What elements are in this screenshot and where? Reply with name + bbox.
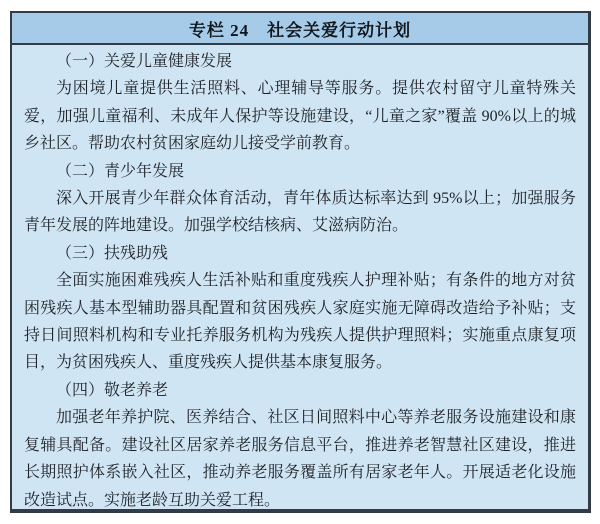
section-heading: （四）敬老养老 [56, 381, 169, 399]
section-disability-assistance [24, 240, 576, 377]
section-elderly-care [24, 377, 576, 514]
section-body-text: 全面实施困难残疾人生活补贴和重度残疾人护理补贴；有条件的地方对贫困残疾人基本型辅助器具配置和贫困残疾人家庭实施无障碍改造给予补贴；支持日间照料机构和专业托养服务机构为残疾人提供护理照料；实施重点康复项目，为贫困残疾人、重度残疾人提供基本康复服务。 [24, 272, 576, 372]
panel-body [12, 45, 588, 514]
section-heading: （一）关爱儿童健康发展 [56, 53, 233, 70]
section-heading: （二）青少年发展 [56, 162, 185, 180]
column-24-panel [10, 11, 591, 513]
panel-title: 专栏 24 社会关爱行动计划 [188, 20, 412, 40]
section-body-text: 加强老年养护院、医养结合、社区日间照料中心等养老服务设施建设和康复辅具配备。建设社区居家养老服务信息平台，推进养老智慧社区建设，推进长期照护体系嵌入社区，推动养老服务覆盖所有居家老年人。开展适老化设施改造试点。实施老龄互助关爱工程。 [24, 409, 576, 509]
section-body-text: 为困境儿童提供生活照料、心理辅导等服务。提供农村留守儿童特殊关爱，加强儿童福利、未成年人保护等设施建设，“儿童之家”覆盖 90%以上的城乡社区。帮助农村贫困家庭幼儿接受学前教育。 [24, 80, 576, 153]
section-child-care [24, 48, 576, 158]
section-body-text: 深入开展青少年群众体育活动，青年体质达标率达到 95%以上；加强服务青年发展的阵地建设。加强学校结核病、艾滋病防治。 [24, 190, 576, 235]
panel-header [12, 13, 588, 45]
section-heading: （三）扶残助残 [56, 244, 169, 262]
section-youth-development [24, 158, 576, 240]
